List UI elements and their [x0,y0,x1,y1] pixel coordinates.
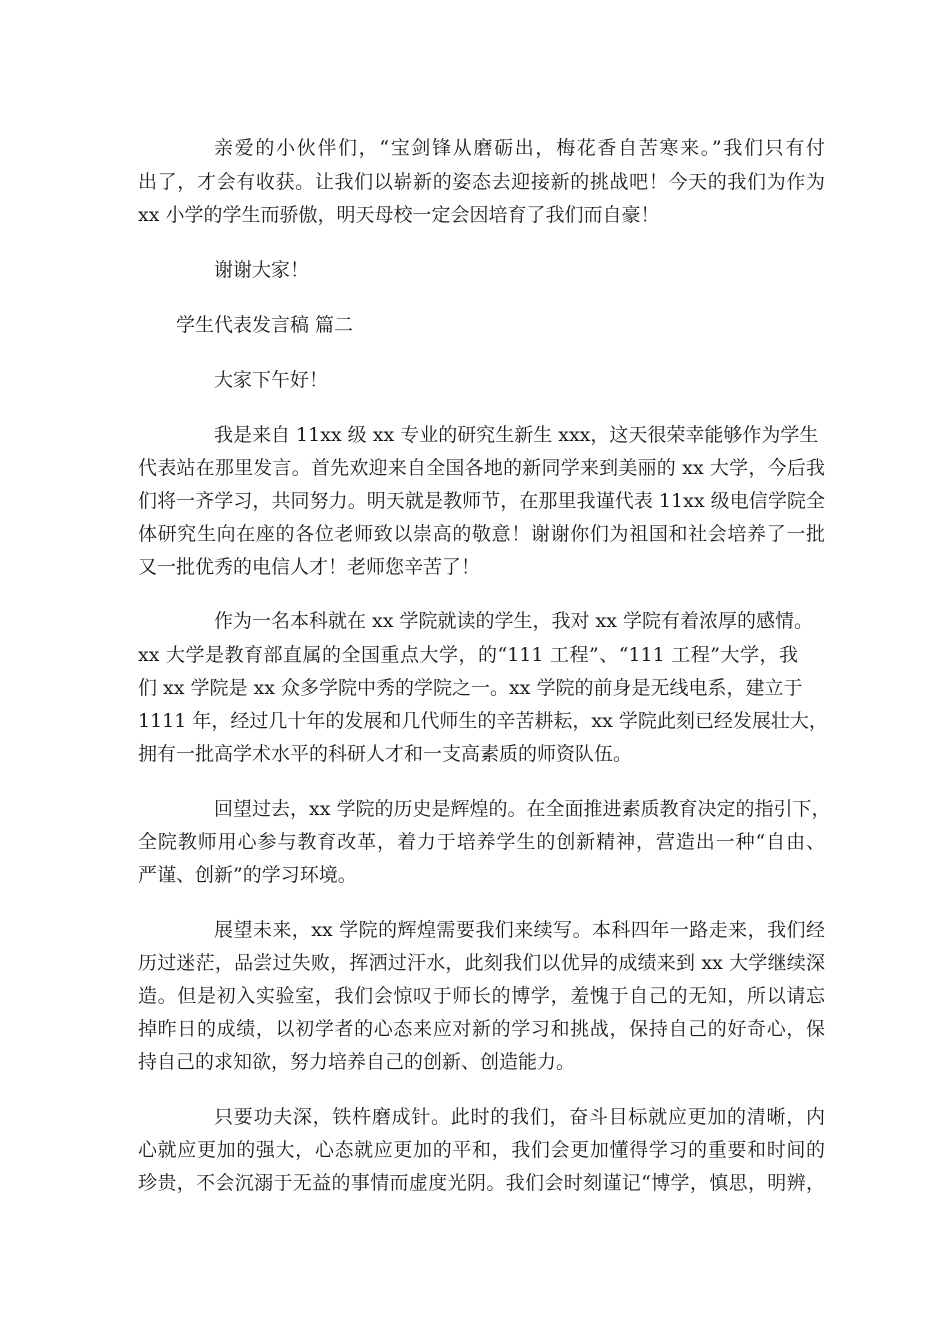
paragraph-line: 历过迷茫，品尝过失败，挥洒过汗水，此刻我们以优异的成绩来到 xx 大学继续深 [138,952,825,974]
paragraph-line: 回望过去，xx 学院的历史是辉煌的。在全面推进素质教育决定的指引下， [214,798,831,820]
closing-line: 谢谢大家！ [214,259,310,281]
paragraph-line: 全院教师用心参与教育改革，着力于培养学生的创新精神，营造出一种“自由、 [138,831,825,853]
paragraph-line: 又一批优秀的电信人才！老师您辛苦了！ [138,556,481,578]
paragraph-line: 掉昨日的成绩，以初学者的心态来应对新的学习和挑战，保持自己的好奇心，保 [138,1018,825,1040]
paragraph-line: 代表站在那里发言。首先欢迎来自全国各地的新同学来到美丽的 xx 大学，今后我 [138,457,825,479]
paragraph-line: 持自己的求知欲，努力培养自己的创新、创造能力。 [138,1051,576,1073]
greeting-line: 大家下午好！ [214,369,329,391]
paragraph-line: 严谨、创新”的学习环境。 [138,864,357,886]
paragraph-line: 1111 年，经过几十年的发展和几代师生的辛苦耕耘，xx 学院此刻已经发展壮大， [138,710,828,732]
paragraph-line: 展望未来，xx 学院的辉煌需要我们来续写。本科四年一路走来，我们经 [214,919,825,941]
paragraph-line: 体研究生向在座的各位老师致以崇高的敬意！谢谢你们为祖国和社会培养了一批 [138,523,825,545]
paragraph-line: 造。但是初入实验室，我们会惊叹于师长的博学，羞愧于自己的无知，所以请忘 [138,985,825,1007]
paragraph-line: 只要功夫深，铁杵磨成针。此时的我们，奋斗目标就应更加的清晰，内 [214,1106,825,1128]
paragraph-line: 心就应更加的强大，心态就应更加的平和，我们会更加懂得学习的重要和时间的 [138,1139,825,1161]
paragraph-line: 们 xx 学院是 xx 众多学院中秀的学院之一。xx 学院的前身是无线电系，建立于 [138,677,803,699]
paragraph-line: 作为一名本科就在 xx 学院就读的学生，我对 xx 学院有着浓厚的感情。 [214,610,814,632]
paragraph-line: 我是来自 11xx 级 xx 专业的研究生新生 xxx，这天很荣幸能够作为学生 [214,424,819,446]
section-heading: 学生代表发言稿 篇二 [176,314,354,336]
paragraph-line: 出了，才会有收获。让我们以崭新的姿态去迎接新的挑战吧！今天的我们为作为 [138,171,825,193]
paragraph-line: 拥有一批高学术水平的科研人才和一支高素质的师资队伍。 [138,743,633,765]
paragraph-line: 珍贵，不会沉溺于无益的事情而虚度光阴。我们会时刻谨记“博学，慎思，明辨， [138,1172,825,1194]
paragraph-line: 亲爱的小伙伴们，“宝剑锋从磨砺出，梅花香自苦寒来。”我们只有付 [214,137,825,159]
paragraph-line: xx 小学的学生而骄傲，明天母校一定会因培育了我们而自豪！ [138,204,660,226]
paragraph-line: 们将一齐学习，共同努力。明天就是教师节，在那里我谨代表 11xx 级电信学院全 [138,490,825,512]
paragraph-line: xx 大学是教育部直属的全国重点大学，的“111 工程”、“111 工程”大学，我 [138,644,798,666]
